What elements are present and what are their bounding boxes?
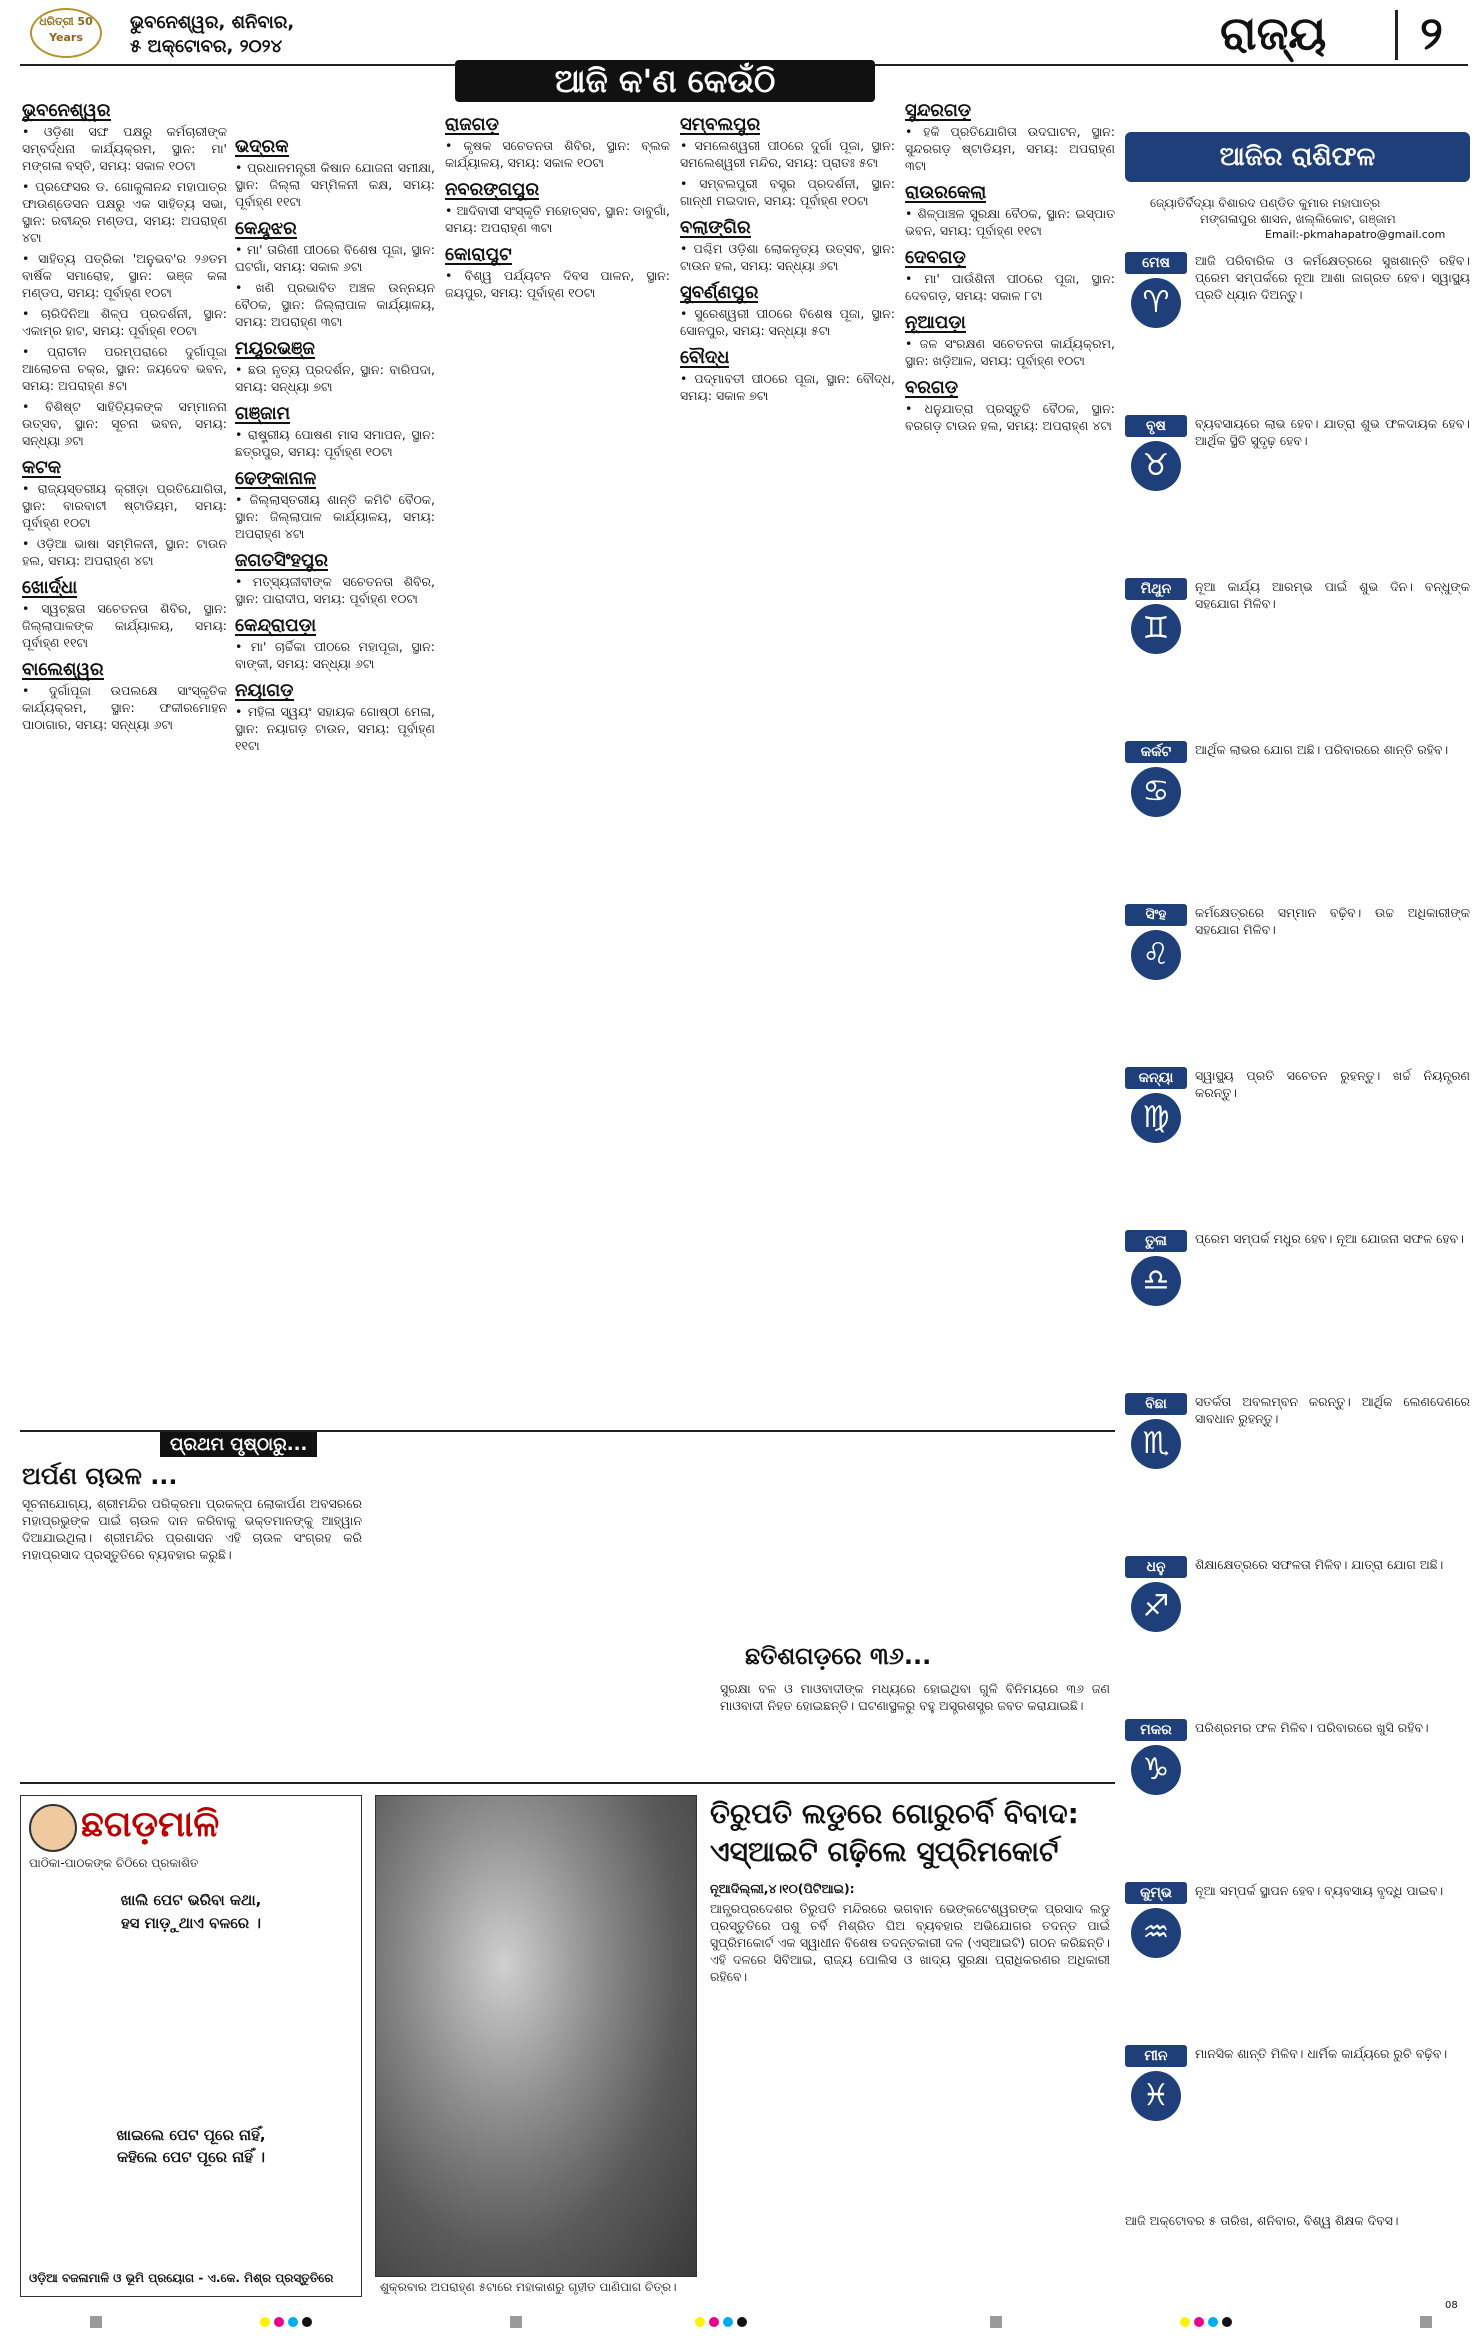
sign-name: କନ୍ୟା — [1125, 1067, 1187, 1089]
horoscope-footer: ଆଜି ଅକ୍ଟୋବର ୫ ତାରିଖ, ଶନିବାର, ବିଶ୍ୱ ଶିକ୍ଷକ ଦିବସ। — [1125, 2213, 1399, 2228]
archer-icon: ♐ — [1131, 1582, 1181, 1632]
cartoon-credit: ଓଡ଼ିଆ ବଜଳାମାଳି ଓ ଭୂମି ପ୍ରୟୋଗ - ଏ.କେ. ମିଶ୍ର ପ୍ରସ୍ତୁତିରେ — [29, 2271, 334, 2285]
color-registration-dot — [288, 2317, 298, 2327]
event-item: • ଖଣି ପ୍ରଭାବିତ ଅଞ୍ଚଳ ଉନ୍ନୟନ ବୈଠକ, ସ୍ଥାନ: ଜିଲ୍ଲାପାଳ କାର୍ଯ୍ୟାଳୟ, ସମୟ: ଅପରାହ୍ଣ ୩ଟା — [235, 279, 435, 330]
color-registration-dot — [1180, 2317, 1190, 2327]
horoscope-sign — [1125, 1882, 1470, 2037]
masthead-place: ଭୁବନେଶ୍ୱର, ଶନିବାର, — [130, 12, 295, 33]
sign-prediction: ପ୍ରେମ ସମ୍ପର୍କ ମଧୁର ହେବ। ନୂଆ ଯୋଜନା ସଫଳ ହେବ। — [1195, 1231, 1464, 1246]
event-item: • ସାହିତ୍ୟ ପତ୍ରିକା 'ଅନୁଭବ'ର ୨୬ତମ ବାର୍ଷିକ ସମାରୋହ, ସ୍ଥାନ: ଭଞ୍ଜ କଳା ମଣ୍ଡପ, ସମୟ: ପୂର୍ବାହ୍ଣ ୧୦ଟା — [22, 250, 227, 301]
events-col-5 — [905, 96, 1115, 1426]
grey-registration-strip — [990, 2316, 1002, 2328]
pitcher-icon: ♒ — [1131, 1908, 1181, 1958]
sign-prediction: ନୂଆ କାର୍ଯ୍ୟ ଆରମ୍ଭ ପାଇଁ ଶୁଭ ଦିନ। ବନ୍ଧୁଙ୍କ ସହଯୋଗ ମିଳିବ। — [1195, 579, 1470, 611]
event-item: • କୃଷକ ସଚେତନତା ଶିବିର, ସ୍ଥାନ: ବ୍ଲକ କାର୍ଯ୍ୟାଳୟ, ସମୟ: ସକାଳ ୧୦ଟା — [445, 137, 670, 171]
event-item: • ସ୍ୱଚ୍ଛତା ସଚେତନତା ଶିବିର, ସ୍ଥାନ: ଜିଲ୍ଲାପାଳଙ୍କ କାର୍ଯ୍ୟାଳୟ, ସମୟ: ପୂର୍ବାହ୍ଣ ୧୧ଟା — [22, 600, 227, 651]
event-city-heading: ସୁନ୍ଦରଗଡ଼ — [905, 100, 972, 121]
event-item: • ଜଳ ସଂରକ୍ଷଣ ସଚେତନତା କାର୍ଯ୍ୟକ୍ରମ, ସ୍ଥାନ: ଖଡ଼ିଆଳ, ସମୟ: ପୂର୍ବାହ୍ଣ ୧୦ଟା — [905, 335, 1115, 369]
horoscope-title: ଆଜିର ରାଶିଫଳ — [1125, 132, 1470, 182]
sign-name: ମେଷ — [1125, 252, 1187, 274]
story1-body-cont — [372, 1455, 712, 1775]
event-item: • ଧନୁଯାତ୍ରା ପ୍ରସ୍ତୁତି ବୈଠକ, ସ୍ଥାନ: ବରଗଡ଼ ଟାଉନ ହଲ, ସମୟ: ଅପରାହ୍ଣ ୪ଟା — [905, 400, 1115, 434]
event-item: • ପ୍ରଧାନମନ୍ତ୍ରୀ କିଷାନ ଯୋଜନା ସମୀକ୍ଷା, ସ୍ଥାନ: ଜିଲ୍ଲା ସମ୍ମିଳନୀ କକ୍ଷ, ସମୟ: ପୂର୍ବାହ୍ଣ ୧୧ଟା — [235, 159, 435, 210]
event-city-heading: କେନ୍ଦ୍ରାପଡ଼ା — [235, 615, 317, 636]
color-registration-dot — [709, 2317, 719, 2327]
event-city-heading: ବାଲେଶ୍ୱର — [22, 659, 104, 680]
sign-name: ମୀନ — [1125, 2045, 1187, 2067]
event-city-heading: ବରଗଡ଼ — [905, 377, 959, 398]
cartoon-verse-end: ଖାଇଲେ ପେଟ ପୂରେ ନାହିଁ, — [116, 2126, 266, 2144]
masthead-date: ୫ ଅକ୍ଟୋବର, ୨୦୨୪ — [130, 36, 283, 57]
sign-name: କର୍କଟ — [1125, 741, 1187, 763]
event-item: • ଓଡ଼ିଶା ସଙ୍ଘ ପକ୍ଷରୁ କର୍ମଚାରୀଙ୍କ ସମ୍ବର୍ଦ୍ଧନା କାର୍ଯ୍ୟକ୍ରମ, ସ୍ଥାନ: ମା' ମଙ୍ଗଳା ବସ୍ତି, ସମୟ: ସକାଳ ୧୦ଟା — [22, 123, 227, 174]
sign-prediction: କର୍ମକ୍ଷେତ୍ରରେ ସମ୍ମାନ ବଢ଼ିବ। ଉଚ୍ଚ ଅଧିକାରୀଙ୍କ ସହଯୋଗ ମିଳିବ। — [1195, 905, 1470, 937]
sign-prediction: ମାନସିକ ଶାନ୍ତି ମିଳିବ। ଧାର୍ମିକ କାର୍ଯ୍ୟରେ ରୁଚି ବଢ଼ିବ। — [1195, 2046, 1448, 2061]
ram-icon: ♈ — [1131, 278, 1181, 328]
event-city-heading: କଟକ — [22, 457, 62, 478]
color-registration-dot — [695, 2317, 705, 2327]
event-item: • ମା' ତାରିଣୀ ପୀଠରେ ବିଶେଷ ପୂଜା, ସ୍ଥାନ: ଘଟଗାଁ, ସମୟ: ସକାଳ ୬ଟା — [235, 241, 435, 275]
sign-name: କୁମ୍ଭ — [1125, 1882, 1187, 1904]
color-registration-dot — [1222, 2317, 1232, 2327]
horoscope-sign — [1125, 252, 1470, 407]
event-city-heading: ଜଗତସିଂହପୁର — [235, 550, 329, 571]
event-item: • ରାଜ୍ୟସ୍ତରୀୟ କ୍ରୀଡ଼ା ପ୍ରତିଯୋଗିତା, ସ୍ଥାନ: ବାରବାଟୀ ଷ୍ଟାଡିୟମ, ସମୟ: ପୂର୍ବାହ୍ଣ ୧୦ଟା — [22, 480, 227, 531]
event-item: • ଶିଳ୍ପାଞ୍ଚଳ ସୁରକ୍ଷା ବୈଠକ, ସ୍ଥାନ: ଇସ୍ପାତ ଭବନ, ସମୟ: ପୂର୍ବାହ୍ଣ ୧୧ଟା — [905, 205, 1115, 239]
color-registration-dot — [737, 2317, 747, 2327]
cartoon-box — [20, 1795, 362, 2297]
maiden-icon: ♍ — [1131, 1093, 1181, 1143]
horoscope-sign — [1125, 578, 1470, 733]
horoscope-sign — [1125, 1556, 1470, 1711]
section-divider — [1395, 10, 1398, 60]
event-item: • ମା' ଚାର୍ଚ୍ଚିକା ପୀଠରେ ମହାପୂଜା, ସ୍ଥାନ: ବାଙ୍କୀ, ସମୟ: ସନ୍ଧ୍ୟା ୬ଟା — [235, 638, 435, 672]
event-city-heading: ବୌଦ୍ଧ — [680, 347, 730, 368]
event-city-heading: କୋରାପୁଟ — [445, 244, 512, 265]
grey-registration-strip — [1420, 2316, 1432, 2328]
sign-name: ତୁଳା — [1125, 1230, 1187, 1252]
section-title: ରାଜ୍ୟ — [1220, 6, 1327, 60]
event-city-heading: ଗଞ୍ଜାମ — [235, 403, 291, 424]
color-registration-dot — [1208, 2317, 1218, 2327]
sign-name: ମିଥୁନ — [1125, 578, 1187, 600]
story1-body: ସୂଚନାଯୋଗ୍ୟ, ଶ୍ରୀମନ୍ଦିର ପରିକ୍ରମା ପ୍ରକଳ୍ପ ଲୋକାର୍ପଣ ଅବସରରେ ମହାପ୍ରଭୁଙ୍କ ପାଇଁ ଚାଉଳ ଦାନ କରିବାକୁ ଭକ୍ତମାନଙ୍କୁ ଆହ୍ୱାନ ଦିଆଯାଇଥିଲା। ଶ୍ରୀମନ୍ଦିର ପ୍ରଶାସନ ଏହି ଚାଉଳ ସଂଗ୍ରହ କରି ମହାପ୍ରସାଦ ପ୍ରସ୍ତୁତିରେ ବ୍ୟବହାର କରୁଛି। — [22, 1496, 362, 1562]
front-page-tag: ପ୍ରଥମ ପୃଷ୍ଠାରୁ... — [160, 1432, 317, 1457]
fish-icon: ♓ — [1131, 2071, 1181, 2121]
event-item: • ଜିଲ୍ଲାସ୍ତରୀୟ ଶାନ୍ତି କମିଟି ବୈଠକ, ସ୍ଥାନ: ଜିଲ୍ଲାପାଳ କାର୍ଯ୍ୟାଳୟ, ସମୟ: ଅପରାହ୍ଣ ୪ଟା — [235, 491, 435, 542]
horoscope-sign — [1125, 904, 1470, 1059]
sign-prediction: ବ୍ୟବସାୟରେ ଲାଭ ହେବ। ଯାତ୍ରା ଶୁଭ ଫଳଦାୟକ ହେବ। ଆର୍ଥିକ ସ୍ଥିତି ସୁଦୃଢ଼ ହେବ। — [1195, 416, 1470, 448]
sign-name: ଧନୁ — [1125, 1556, 1187, 1578]
event-item: • ବିଶିଷ୍ଟ ସାହିତ୍ୟିକଙ୍କ ସମ୍ମାନନା ଉତ୍ସବ, ସ୍ଥାନ: ସୂଚନା ଭବନ, ସମୟ: ସନ୍ଧ୍ୟା ୬ଟା — [22, 398, 227, 449]
event-item: • ଓଡ଼ିଆ ଭାଷା ସମ୍ମିଳନୀ, ସ୍ଥାନ: ଟାଉନ ହଲ, ସମୟ: ଅପରାହ୍ଣ ୪ଟା — [22, 535, 227, 569]
events-banner: ଆଜି କ'ଣ କେଉଁଠି — [455, 60, 875, 102]
event-item: • ପ୍ରାଚୀନ ପରମ୍ପରାରେ ଦୁର୍ଗାପୂଜା ଆଲୋଚନା ଚକ୍ର, ସ୍ଥାନ: ଜୟଦେବ ଭବନ, ସମୟ: ଅପରାହ୍ଣ ୫ଟା — [22, 343, 227, 394]
sign-name: ବୃଷ — [1125, 415, 1187, 437]
bull-icon: ♉ — [1131, 441, 1181, 491]
cartoon-line-2: ହସ ମାଡ଼ୁଥାଏ ବଳରେ । — [120, 1914, 262, 1932]
astrologer-name: ଜ୍ୟୋତିର୍ବିଦ୍ୟା ବିଶାରଦ ପଣ୍ଡିତ କୁମାର ମହାପାତ୍ର — [1150, 196, 1381, 210]
lion-icon: ♌ — [1131, 930, 1181, 980]
astrologer-address: ମଙ୍ଗଳାପୁର ଶାସନ, ଖଲ୍ଲିକୋଟ, ଗଞ୍ଜାମ — [1200, 212, 1396, 226]
cartoon-verse-end2: କହିଲେ ପେଟ ପୂରେ ନାହିଁ । — [116, 2148, 266, 2166]
color-registration-dot — [274, 2317, 284, 2327]
horoscope-sign — [1125, 415, 1470, 570]
horoscope-sign — [1125, 1719, 1470, 1874]
event-item: • ଚାରିଦିନିଆ ଶିଳ୍ପ ପ୍ରଦର୍ଶନୀ, ସ୍ଥାନ: ଏକାମ୍ର ହାଟ, ସମୟ: ପୂର୍ବାହ୍ଣ ୧୦ଟା — [22, 305, 227, 339]
event-item: • ଛଉ ନୃତ୍ୟ ପ୍ରଦର୍ଶନ, ସ୍ଥାନ: ବାରିପଦା, ସମୟ: ସନ୍ଧ୍ୟା ୭ଟା — [235, 361, 435, 395]
grey-registration-strip — [510, 2316, 522, 2328]
story3-body: ଆନ୍ଧ୍ରପ୍ରଦେଶର ତିରୁପତି ମନ୍ଦିରରେ ଭଗବାନ ଭେଙ୍କଟେଶ୍ୱରଙ୍କ ପ୍ରସାଦ ଲଡୁ ପ୍ରସ୍ତୁତିରେ ପଶୁ ଚର୍ବି ମିଶ୍ରିତ ଘିଅ ବ୍ୟବହାର ଅଭିଯୋଗର ତଦନ୍ତ ପାଇଁ ସୁପ୍ରିମକୋର୍ଟ ଏକ ସ୍ୱାଧୀନ ବିଶେଷ ତଦନ୍ତକାରୀ ଦଳ (ଏସ୍‌ଆଇଟି) ଗଠନ କରିଛନ୍ତି। ଏହି ଦଳରେ ସିବିଆଇ, ରାଜ୍ୟ ପୋଲିସ ଓ ଖାଦ୍ୟ ସୁରକ୍ଷା ପ୍ରାଧିକରଣର ଅଧିକାରୀ ରହିବେ। — [710, 1901, 1110, 1984]
event-item: • ରାଷ୍ଟ୍ରୀୟ ପୋଷଣ ମାସ ସମାପନ, ସ୍ଥାନ: ଛତ୍ରପୁର, ସମୟ: ପୂର୍ବାହ୍ଣ ୧୦ଟା — [235, 426, 435, 460]
cartoon-line-1: ଖାଲି ପେଟ ଭରିବା କଥା, — [120, 1891, 262, 1909]
horoscope-sign — [1125, 2045, 1470, 2200]
event-city-heading: ନବରଙ୍ଗପୁର — [445, 179, 540, 200]
sign-prediction: ନୂଆ ସମ୍ପର୍କ ସ୍ଥାପନ ହେବ। ବ୍ୟବସାୟ ବୃଦ୍ଧି ପାଇବ। — [1195, 1883, 1444, 1898]
event-city-heading: ବଲାଙ୍ଗିର — [680, 217, 751, 238]
event-city-heading: ଭୁବନେଶ୍ୱର — [22, 100, 111, 121]
masthead-logo: ଧରିତ୍ରୀ 50 Years — [30, 8, 102, 58]
horoscope-sign — [1125, 1230, 1470, 1385]
scales-icon: ♎ — [1131, 1256, 1181, 1306]
story2-body: ସୁରକ୍ଷା ବଳ ଓ ମାଓବାଦୀଙ୍କ ମଧ୍ୟରେ ହୋଇଥିବା ଗୁଳି ବିନିମୟରେ ୩୬ ଜଣ ମାଓବାଦୀ ନିହତ ହୋଇଛନ୍ତି। ଘଟଣାସ୍ଥଳରୁ ବହୁ ଅସ୍ତ୍ରଶସ୍ତ୍ର ଜବତ କରାଯାଇଛି। — [720, 1681, 1110, 1713]
event-city-heading: ସମ୍ବଲପୁର — [680, 114, 761, 135]
event-item: • ପଦ୍ମାବତୀ ପୀଠରେ ପୂଜା, ସ୍ଥାନ: ବୌଦ୍ଧ, ସମୟ: ସକାଳ ୭ଟା — [680, 370, 895, 404]
event-item: • ଆଦିବାସୀ ସଂସ୍କୃତି ମହୋତ୍ସବ, ସ୍ଥାନ: ଡାବୁଗାଁ, ସମୟ: ଅପରାହ୍ଣ ୩ଟା — [445, 202, 670, 236]
event-item: • ସମଲେଶ୍ୱରୀ ପୀଠରେ ଦୁର୍ଗା ପୂଜା, ସ୍ଥାନ: ସମଲେଶ୍ୱରୀ ମନ୍ଦିର, ସମୟ: ପ୍ରାତଃ ୫ଟା — [680, 137, 895, 171]
story3-dateline: ନୂଆଦିଲ୍ଲୀ,୪।୧୦(ପିଟିଆଇ): — [710, 1881, 855, 1896]
story3-headline: ତିରୁପତି ଲଡୁରେ ଗୋରୁଚର୍ବି ବିବାଦ: ଏସ୍‌ଆଇଟି ଗଢ଼ିଲେ ସୁପ୍ରିମକୋର୍ଟ — [710, 1797, 1079, 1868]
grey-registration-strip — [90, 2316, 102, 2328]
sign-prediction: ଶିକ୍ଷାକ୍ଷେତ୍ରରେ ସଫଳତା ମିଳିବ। ଯାତ୍ରା ଯୋଗ ଅଛି। — [1195, 1557, 1444, 1572]
event-item: • ସୁରେଶ୍ୱରୀ ପୀଠରେ ବିଶେଷ ପୂଜା, ସ୍ଥାନ: ସୋନପୁର, ସମୟ: ସନ୍ଧ୍ୟା ୫ଟା — [680, 305, 895, 339]
cartoon-subtitle: ପାଠିକା-ପାଠକଙ୍କ ଚିଠିରେ ପ୍ରକାଶିତ — [29, 1856, 199, 1870]
event-city-heading: ସୁବର୍ଣ୍ଣପୁର — [680, 282, 759, 303]
event-city-heading: ନୟାଗଡ଼ — [235, 680, 294, 701]
event-city-heading: ଦେବଗଡ଼ — [905, 247, 966, 268]
twins-icon: ♊ — [1131, 604, 1181, 654]
event-item: • ଦୁର୍ଗାପୂଜା ଉପଲକ୍ଷେ ସାଂସ୍କୃତିକ କାର୍ଯ୍ୟକ୍ରମ, ସ୍ଥାନ: ଫକୀରମୋହନ ପାଠାଗାର, ସମୟ: ସନ୍ଧ୍ୟା ୬ଟା — [22, 682, 227, 733]
event-city-heading: ରାଉରକେଲା — [905, 182, 987, 203]
cartoon-title: ଛଗଡ଼ମାଳି — [81, 1804, 220, 1845]
events-col-4 — [680, 110, 895, 1426]
mid-rule — [20, 1782, 1115, 1784]
page-code: 08 — [1445, 2300, 1458, 2311]
event-item: • ମା' ପାଉଁଶିନୀ ପୀଠରେ ପୂଜା, ସ୍ଥାନ: ଦେବଗଡ଼, ସମୟ: ସକାଳ ୮ଟା — [905, 270, 1115, 304]
satellite-image — [375, 1795, 697, 2277]
event-item: • ପ୍ରଫେସର ଡ. ଗୋକୁଳାନନ୍ଦ ମହାପାତ୍ର ଫାଉଣ୍ଡେସନ ପକ୍ଷରୁ ଏକ ସାହିତ୍ୟ ସଭା, ସ୍ଥାନ: ରବୀନ୍ଦ୍ର ମଣ୍ଡପ, ସମୟ: ଅପରାହ୍ଣ ୪ଟା — [22, 178, 227, 246]
sign-prediction: ଆର୍ଥିକ ଲାଭର ଯୋଗ ଅଛି। ପରିବାରରେ ଶାନ୍ତି ରହିବ। — [1195, 742, 1449, 757]
sign-prediction: ସତର୍କତା ଅବଲମ୍ବନ କରନ୍ତୁ। ଆର୍ଥିକ ଲେଣଦେଣରେ ସାବଧାନ ରୁହନ୍ତୁ। — [1195, 1394, 1470, 1426]
page-number: ୨ — [1420, 6, 1443, 60]
event-city-heading: ଖୋର୍ଦ୍ଧା — [22, 577, 78, 598]
sign-prediction: ପରିଶ୍ରମର ଫଳ ମିଳିବ। ପରିବାରରେ ଖୁସି ରହିବ। — [1195, 1720, 1429, 1735]
event-item: • ସମ୍ବଲପୁରୀ ବସ୍ତ୍ର ପ୍ରଦର୍ଶନୀ, ସ୍ଥାନ: ଗାନ୍ଧୀ ମଇଦାନ, ସମୟ: ପୂର୍ବାହ୍ଣ ୧୦ଟା — [680, 175, 895, 209]
events-col-3 — [445, 110, 670, 1426]
sign-prediction: ସ୍ୱାସ୍ଥ୍ୟ ପ୍ରତି ସଚେତନ ରୁହନ୍ତୁ। ଖର୍ଚ୍ଚ ନିୟନ୍ତ୍ରଣ କରନ୍ତୁ। — [1195, 1068, 1470, 1100]
sign-name: ବିଛା — [1125, 1393, 1187, 1415]
event-item: • ମହିଳା ସ୍ୱୟଂ ସହାୟକ ଗୋଷ୍ଠୀ ମେଳା, ସ୍ଥାନ: ନୟାଗଡ଼ ଟାଉନ, ସମୟ: ପୂର୍ବାହ୍ଣ ୧୧ଟା — [235, 703, 435, 754]
color-registration-dot — [302, 2317, 312, 2327]
story1-headline: ଅର୍ପଣ ଚାଉଳ ... — [22, 1462, 178, 1490]
horoscope-sign — [1125, 1067, 1470, 1222]
event-city-heading: ଭଦ୍ରକ — [235, 136, 289, 157]
event-city-heading: କେନ୍ଦୁଝର — [235, 218, 297, 239]
events-col-2 — [235, 132, 435, 1426]
horoscope-sign — [1125, 741, 1470, 896]
astrologer-email: Email:-pkmahapatro@gmail.com — [1265, 228, 1446, 241]
satellite-caption: ଶୁକ୍ରବାର ଅପରାହ୍ଣ ୫ଟାରେ ମହାକାଶରୁ ଗୃହୀତ ପାଣିପାଗ ଚିତ୍ର। — [380, 2280, 677, 2294]
event-city-heading: ନୂଆପଡ଼ା — [905, 312, 966, 333]
events-col-1 — [22, 96, 227, 1426]
event-city-heading: ରାଜଗଡ଼ — [445, 114, 499, 135]
scorpion-icon: ♏ — [1131, 1419, 1181, 1469]
event-city-heading: ମୟୂରଭଞ୍ଜ — [235, 338, 315, 359]
event-item: • ବିଶ୍ୱ ପର୍ଯ୍ୟଟନ ଦିବସ ପାଳନ, ସ୍ଥାନ: ଜୟପୁର, ସମୟ: ପୂର୍ବାହ୍ଣ ୧୦ଟା — [445, 267, 670, 301]
event-item: • ମତ୍ସ୍ୟଜୀବୀଙ୍କ ସଚେତନତା ଶିବିର, ସ୍ଥାନ: ପାରାଦୀପ, ସମୟ: ପୂର୍ବାହ୍ଣ ୧୦ଟା — [235, 573, 435, 607]
story2-headline: ଛତିଶଗଡ଼ରେ ୩୬... — [745, 1642, 932, 1670]
sign-prediction: ଆଜି ପରିବାରିକ ଓ କର୍ମକ୍ଷେତ୍ରରେ ସୁଖଶାନ୍ତି ରହିବ। ପ୍ରେମ ସମ୍ପର୍କରେ ନୂଆ ଆଶା ଜାଗ୍ରତ ହେବ। ସ୍ୱାସ୍ଥ୍ୟ ପ୍ରତି ଧ୍ୟାନ ଦିଅନ୍ତୁ। — [1195, 253, 1470, 302]
event-item: • ହକି ପ୍ରତିଯୋଗିତା ଉଦଘାଟନ, ସ୍ଥାନ: ସୁନ୍ଦରଗଡ଼ ଷ୍ଟାଡିୟମ, ସମୟ: ଅପରାହ୍ଣ ୩ଟା — [905, 123, 1115, 174]
cartoon-face-icon — [29, 1804, 77, 1852]
color-registration-dot — [723, 2317, 733, 2327]
crab-icon: ♋ — [1131, 767, 1181, 817]
horoscope-sign — [1125, 1393, 1470, 1548]
event-item: • ପଶ୍ଚିମ ଓଡ଼ିଶା ଲୋକନୃତ୍ୟ ଉତ୍ସବ, ସ୍ଥାନ: ଟାଉନ ହଲ, ସମୟ: ସନ୍ଧ୍ୟା ୬ଟା — [680, 240, 895, 274]
event-city-heading: ଢେଙ୍କାନାଳ — [235, 468, 317, 489]
sign-name: ସିଂହ — [1125, 904, 1187, 926]
goat-icon: ♑ — [1131, 1745, 1181, 1795]
color-registration-dot — [1194, 2317, 1204, 2327]
sign-name: ମକର — [1125, 1719, 1187, 1741]
color-registration-dot — [260, 2317, 270, 2327]
